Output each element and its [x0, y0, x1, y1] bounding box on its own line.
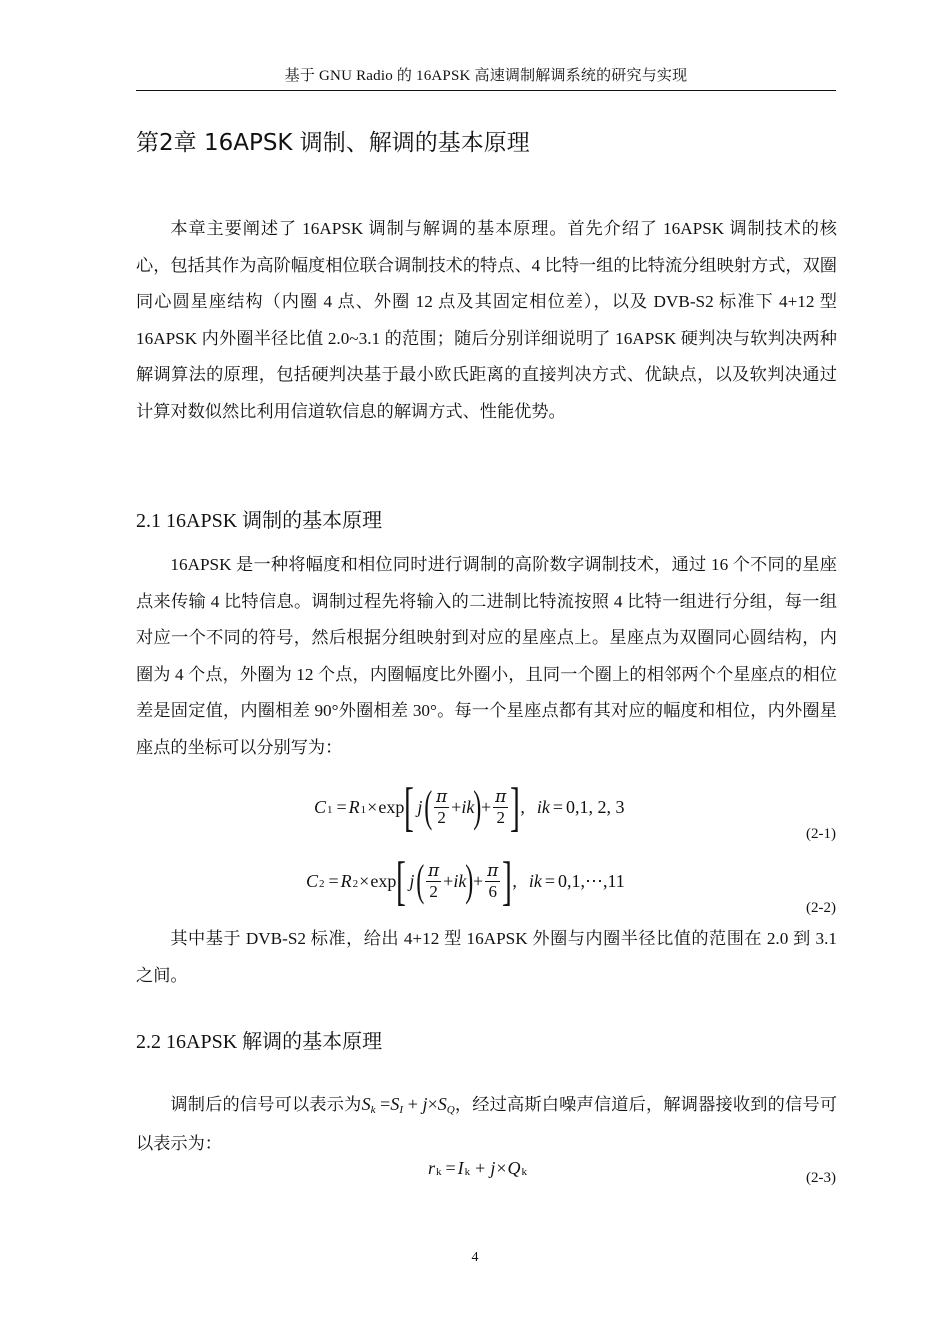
equation-2-2-row: [136, 851, 836, 916]
inline-equation-sk: $S_k =S_I + j\times S_Q$: [361, 1094, 455, 1116]
equation-2-2-number: (2-2): [806, 900, 836, 916]
equation-2-3-number: (2-3): [806, 1170, 836, 1186]
page-number: 4: [471, 1250, 479, 1265]
section-2-1-paragraph: 16APSK 是一种将幅度和相位同时进行调制的高阶数字调制技术，通过 16 个不同的星座点来传输 4 比特信息。调制过程先将输入的二进制比特流按照 4 比特一组进行分组，每一组对应一个不同的符号，然后根据分组映射到对应的星座点上。星座点为双圈同心圆结构，内圈为 4 个点，外圈为 12 个点，内圈幅度比外圈小，且同一个圈上的相邻两个个星座点的相位差是固定值，内圈相差 90°外圈相差 30°。每一个星座点都有其对应的幅度和相位，内外圈星座点的坐标可以分别写为：: [136, 555, 837, 757]
chapter-title: 第2章 16APSK 调制、解调的基本原理: [136, 130, 530, 156]
section-2-1-after-paragraph: 其中基于 DVB-S2 标准，给出 4+12 型 16APSK 外圈与内圈半径比值的范围在 2.0 到 3.1 之间。: [136, 929, 837, 985]
equation-2-1-row: [136, 777, 836, 842]
equation-2-1: C $_1$ = R $_1$ × exp [ j ( $\frac{\pi}{2}$ + ik ) + $\frac{\pi}{2}$ ] , ik = 0,1, 2, 3: [314, 777, 625, 837]
running-header: 基于 GNU Radio 的 16APSK 高速调制解调系统的研究与实现: [284, 68, 688, 84]
equation-2-3: r $_k$ = I $_k$ + j × Q $_k$: [428, 1158, 527, 1178]
section-heading-2-2: 2.2 16APSK 解调的基本原理: [136, 1031, 383, 1053]
section-2-2-paragraph: 调制后的信号可以表示为$S_k =S_I + j\times S_Q$，经过高斯白噪声信道后，解调器接收到的信号可以表示为：: [136, 1094, 838, 1153]
equation-2-3-row: [136, 1152, 836, 1192]
equation-2-2: C $_2$ = R $_2$ × exp [ j ( $\frac{\pi}{2}$ + ik ) + $\frac{\pi}{6}$ ] , ik = 0,1,⋯,11: [306, 851, 625, 911]
equation-2-1-number: (2-1): [806, 826, 836, 842]
section-heading-2-1: 2.1 16APSK 调制的基本原理: [136, 510, 383, 532]
intro-paragraph: 本章主要阐述了 16APSK 调制与解调的基本原理。首先介绍了 16APSK 调制技术的核心，包括其作为高阶幅度相位联合调制技术的特点、4 比特一组的比特流分组映射方式，双圈同心圆星座结构（内圈 4 点、外圈 12 点及其固定相位差），以及 DVB-S2 标准下 4+12 型 16APSK 内外圈半径比值 2.0~3.1 的范围；随后分别详细说明了 16APSK 硬判决与软判决两种解调算法的原理，包括硬判决基于最小欧氏距离的直接判决方式、优缺点，以及软判决通过计算对数似然比利用信道软信息的解调方式、性能优势。: [136, 219, 837, 421]
header-rule: [136, 90, 836, 91]
